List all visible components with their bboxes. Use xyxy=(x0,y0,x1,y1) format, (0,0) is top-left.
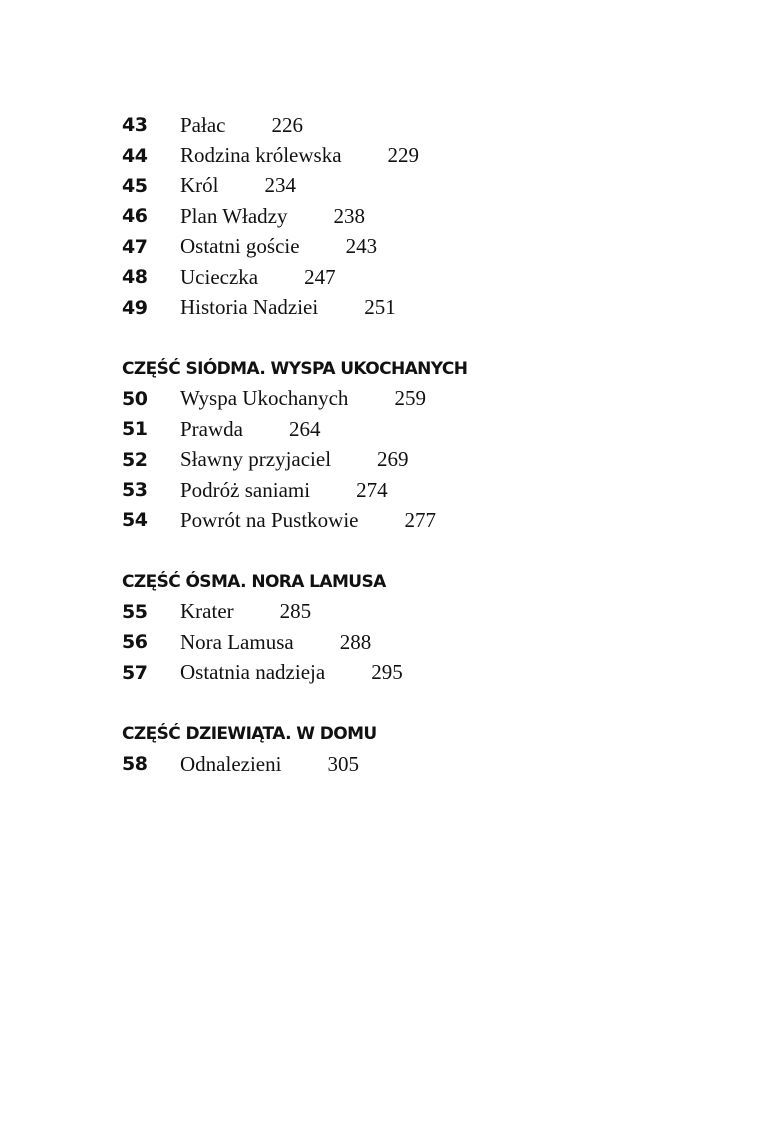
chapter-title: Ostatni goście xyxy=(180,234,300,259)
page-number: 229 xyxy=(387,143,420,168)
chapter-title: Sławny przyjaciel xyxy=(180,447,332,472)
chapter-number: 48 xyxy=(122,266,148,289)
chapter-title: Ostatnia nadzieja xyxy=(180,660,326,685)
toc-entry xyxy=(122,414,722,444)
table-of-contents xyxy=(122,110,722,779)
chapter-number: 56 xyxy=(122,631,148,654)
page-number: 295 xyxy=(371,660,403,685)
chapter-number: 51 xyxy=(122,418,148,441)
page-number: 238 xyxy=(333,203,366,228)
chapter-title: Powrót na Pustkowie xyxy=(180,507,359,532)
toc-entry xyxy=(122,140,722,170)
chapter-number: 53 xyxy=(122,479,148,502)
page-number: 269 xyxy=(377,447,409,472)
chapter-title: Krater xyxy=(180,599,234,624)
chapter-number: 52 xyxy=(122,448,148,471)
page-number: 264 xyxy=(288,416,321,441)
chapter-number: 57 xyxy=(122,661,148,684)
toc-entry xyxy=(122,110,722,140)
page-number: 288 xyxy=(339,629,372,654)
chapter-title: Rodzina królewska xyxy=(180,143,342,168)
chapter-number: 45 xyxy=(122,174,148,197)
part-heading: CZĘŚĆ DZIEWIĄTA. W DOMU xyxy=(122,723,377,744)
chapter-number: 47 xyxy=(122,235,148,258)
page-number: 277 xyxy=(404,507,436,532)
chapter-number: 44 xyxy=(122,144,148,167)
toc-entry xyxy=(122,262,722,292)
toc-entry xyxy=(122,627,722,657)
page-number: 243 xyxy=(345,234,378,259)
chapter-title: Prawda xyxy=(180,416,243,441)
page-number: 285 xyxy=(279,599,312,624)
chapter-number: 55 xyxy=(122,600,148,623)
chapter-title: Król xyxy=(180,173,219,198)
toc-entry xyxy=(122,749,722,779)
chapter-number: 43 xyxy=(122,114,148,137)
toc-entry xyxy=(122,232,722,262)
chapter-title: Odnalezieni xyxy=(180,751,282,776)
page-number: 234 xyxy=(264,173,296,198)
chapter-title: Ucieczka xyxy=(180,264,259,289)
toc-entry xyxy=(122,597,722,627)
page-number: 251 xyxy=(364,295,396,320)
page-number: 247 xyxy=(304,264,336,289)
part-heading: CZĘŚĆ SIÓDMA. WYSPA UKOCHANYCH xyxy=(122,358,468,379)
toc-entry xyxy=(122,445,722,475)
chapter-title: Wyspa Ukochanych xyxy=(180,386,349,411)
part-heading: CZĘŚĆ ÓSMA. NORA LAMUSA xyxy=(122,571,386,592)
toc-entry xyxy=(122,384,722,414)
toc-entry xyxy=(122,201,722,231)
chapter-number: 46 xyxy=(122,205,148,228)
chapter-number: 58 xyxy=(122,753,148,776)
chapter-number: 54 xyxy=(122,509,148,532)
chapter-title: Pałac xyxy=(180,112,226,137)
toc-entry xyxy=(122,292,722,322)
page-number: 226 xyxy=(271,112,303,137)
chapter-title: Plan Władzy xyxy=(180,203,288,228)
toc-entry xyxy=(122,505,722,535)
chapter-title: Podróż saniami xyxy=(180,477,311,502)
chapter-title: Nora Lamusa xyxy=(180,629,294,654)
chapter-number: 49 xyxy=(122,296,148,319)
chapter-title: Historia Nadziei xyxy=(180,295,319,320)
toc-entry xyxy=(122,171,722,201)
toc-entry xyxy=(122,475,722,505)
chapter-number: 50 xyxy=(122,387,148,410)
page-number: 274 xyxy=(356,477,388,502)
page-number: 259 xyxy=(394,386,426,411)
page-number: 305 xyxy=(327,751,359,776)
toc-entry xyxy=(122,657,722,687)
